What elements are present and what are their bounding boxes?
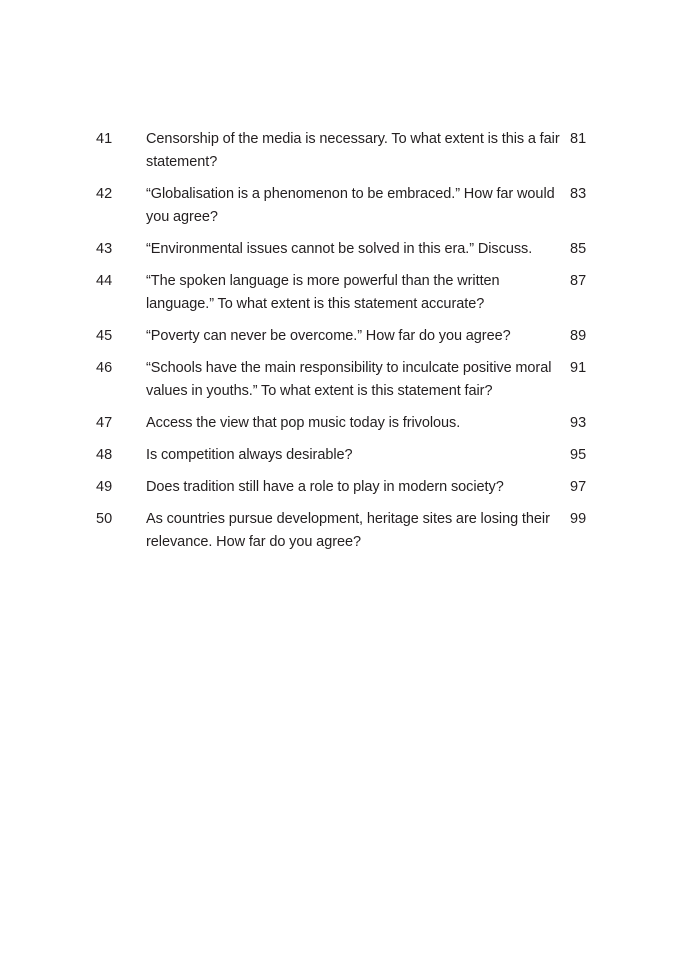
toc-entry-title: “Schools have the main responsibility to inculcate positive moral values in youths.” To what extent is this statement fair? <box>146 360 552 399</box>
toc-entry-number: 48 <box>96 447 113 463</box>
toc-entry-number: 42 <box>96 186 113 202</box>
table-of-contents-list <box>96 128 608 563</box>
toc-entry-title: Does tradition still have a role to play in modern society? <box>146 479 504 495</box>
toc-entry-title: As countries pursue development, heritage sites are losing their relevance. How far do you agree? <box>146 511 550 550</box>
toc-entry[interactable] <box>96 508 608 554</box>
toc-entry[interactable] <box>96 444 608 467</box>
toc-entry[interactable] <box>96 476 608 499</box>
toc-entry[interactable] <box>96 183 608 229</box>
toc-entry-title: “Globalisation is a phenomenon to be embraced.” How far would you agree? <box>146 186 555 225</box>
toc-entry[interactable] <box>96 238 608 261</box>
toc-entry-title: “The spoken language is more powerful than the written language.” To what extent is this statement accurate? <box>146 273 500 312</box>
toc-entry-number: 46 <box>96 360 113 376</box>
toc-entry-number: 49 <box>96 479 113 495</box>
toc-entry-title: Censorship of the media is necessary. To what extent is this a fair statement? <box>146 131 560 170</box>
toc-entry-page-number: 99 <box>570 511 587 527</box>
toc-entry-number: 47 <box>96 415 113 431</box>
toc-entry-page-number: 95 <box>570 447 587 463</box>
toc-entry-number: 45 <box>96 328 113 344</box>
toc-entry-title: “Poverty can never be overcome.” How far do you agree? <box>146 328 511 344</box>
toc-entry[interactable] <box>96 325 608 348</box>
toc-entry-title: Access the view that pop music today is frivolous. <box>146 415 461 431</box>
toc-entry-page-number: 97 <box>570 479 587 495</box>
toc-entry-page-number: 91 <box>570 360 587 376</box>
toc-entry-title: “Environmental issues cannot be solved in this era.” Discuss. <box>146 241 533 257</box>
toc-entry[interactable] <box>96 270 608 316</box>
toc-entry-number: 50 <box>96 511 113 527</box>
toc-entry-page-number: 81 <box>570 131 587 147</box>
toc-entry[interactable] <box>96 357 608 403</box>
toc-entry-title: Is competition always desirable? <box>146 447 353 463</box>
toc-entry-number: 43 <box>96 241 113 257</box>
toc-entry-page-number: 83 <box>570 186 587 202</box>
toc-entry-page-number: 89 <box>570 328 587 344</box>
toc-entry-page-number: 85 <box>570 241 587 257</box>
toc-entry[interactable] <box>96 412 608 435</box>
toc-entry-page-number: 87 <box>570 273 587 289</box>
toc-entry-page-number: 93 <box>570 415 587 431</box>
toc-entry[interactable] <box>96 128 608 174</box>
toc-entry-number: 44 <box>96 273 113 289</box>
toc-entry-number: 41 <box>96 131 113 147</box>
